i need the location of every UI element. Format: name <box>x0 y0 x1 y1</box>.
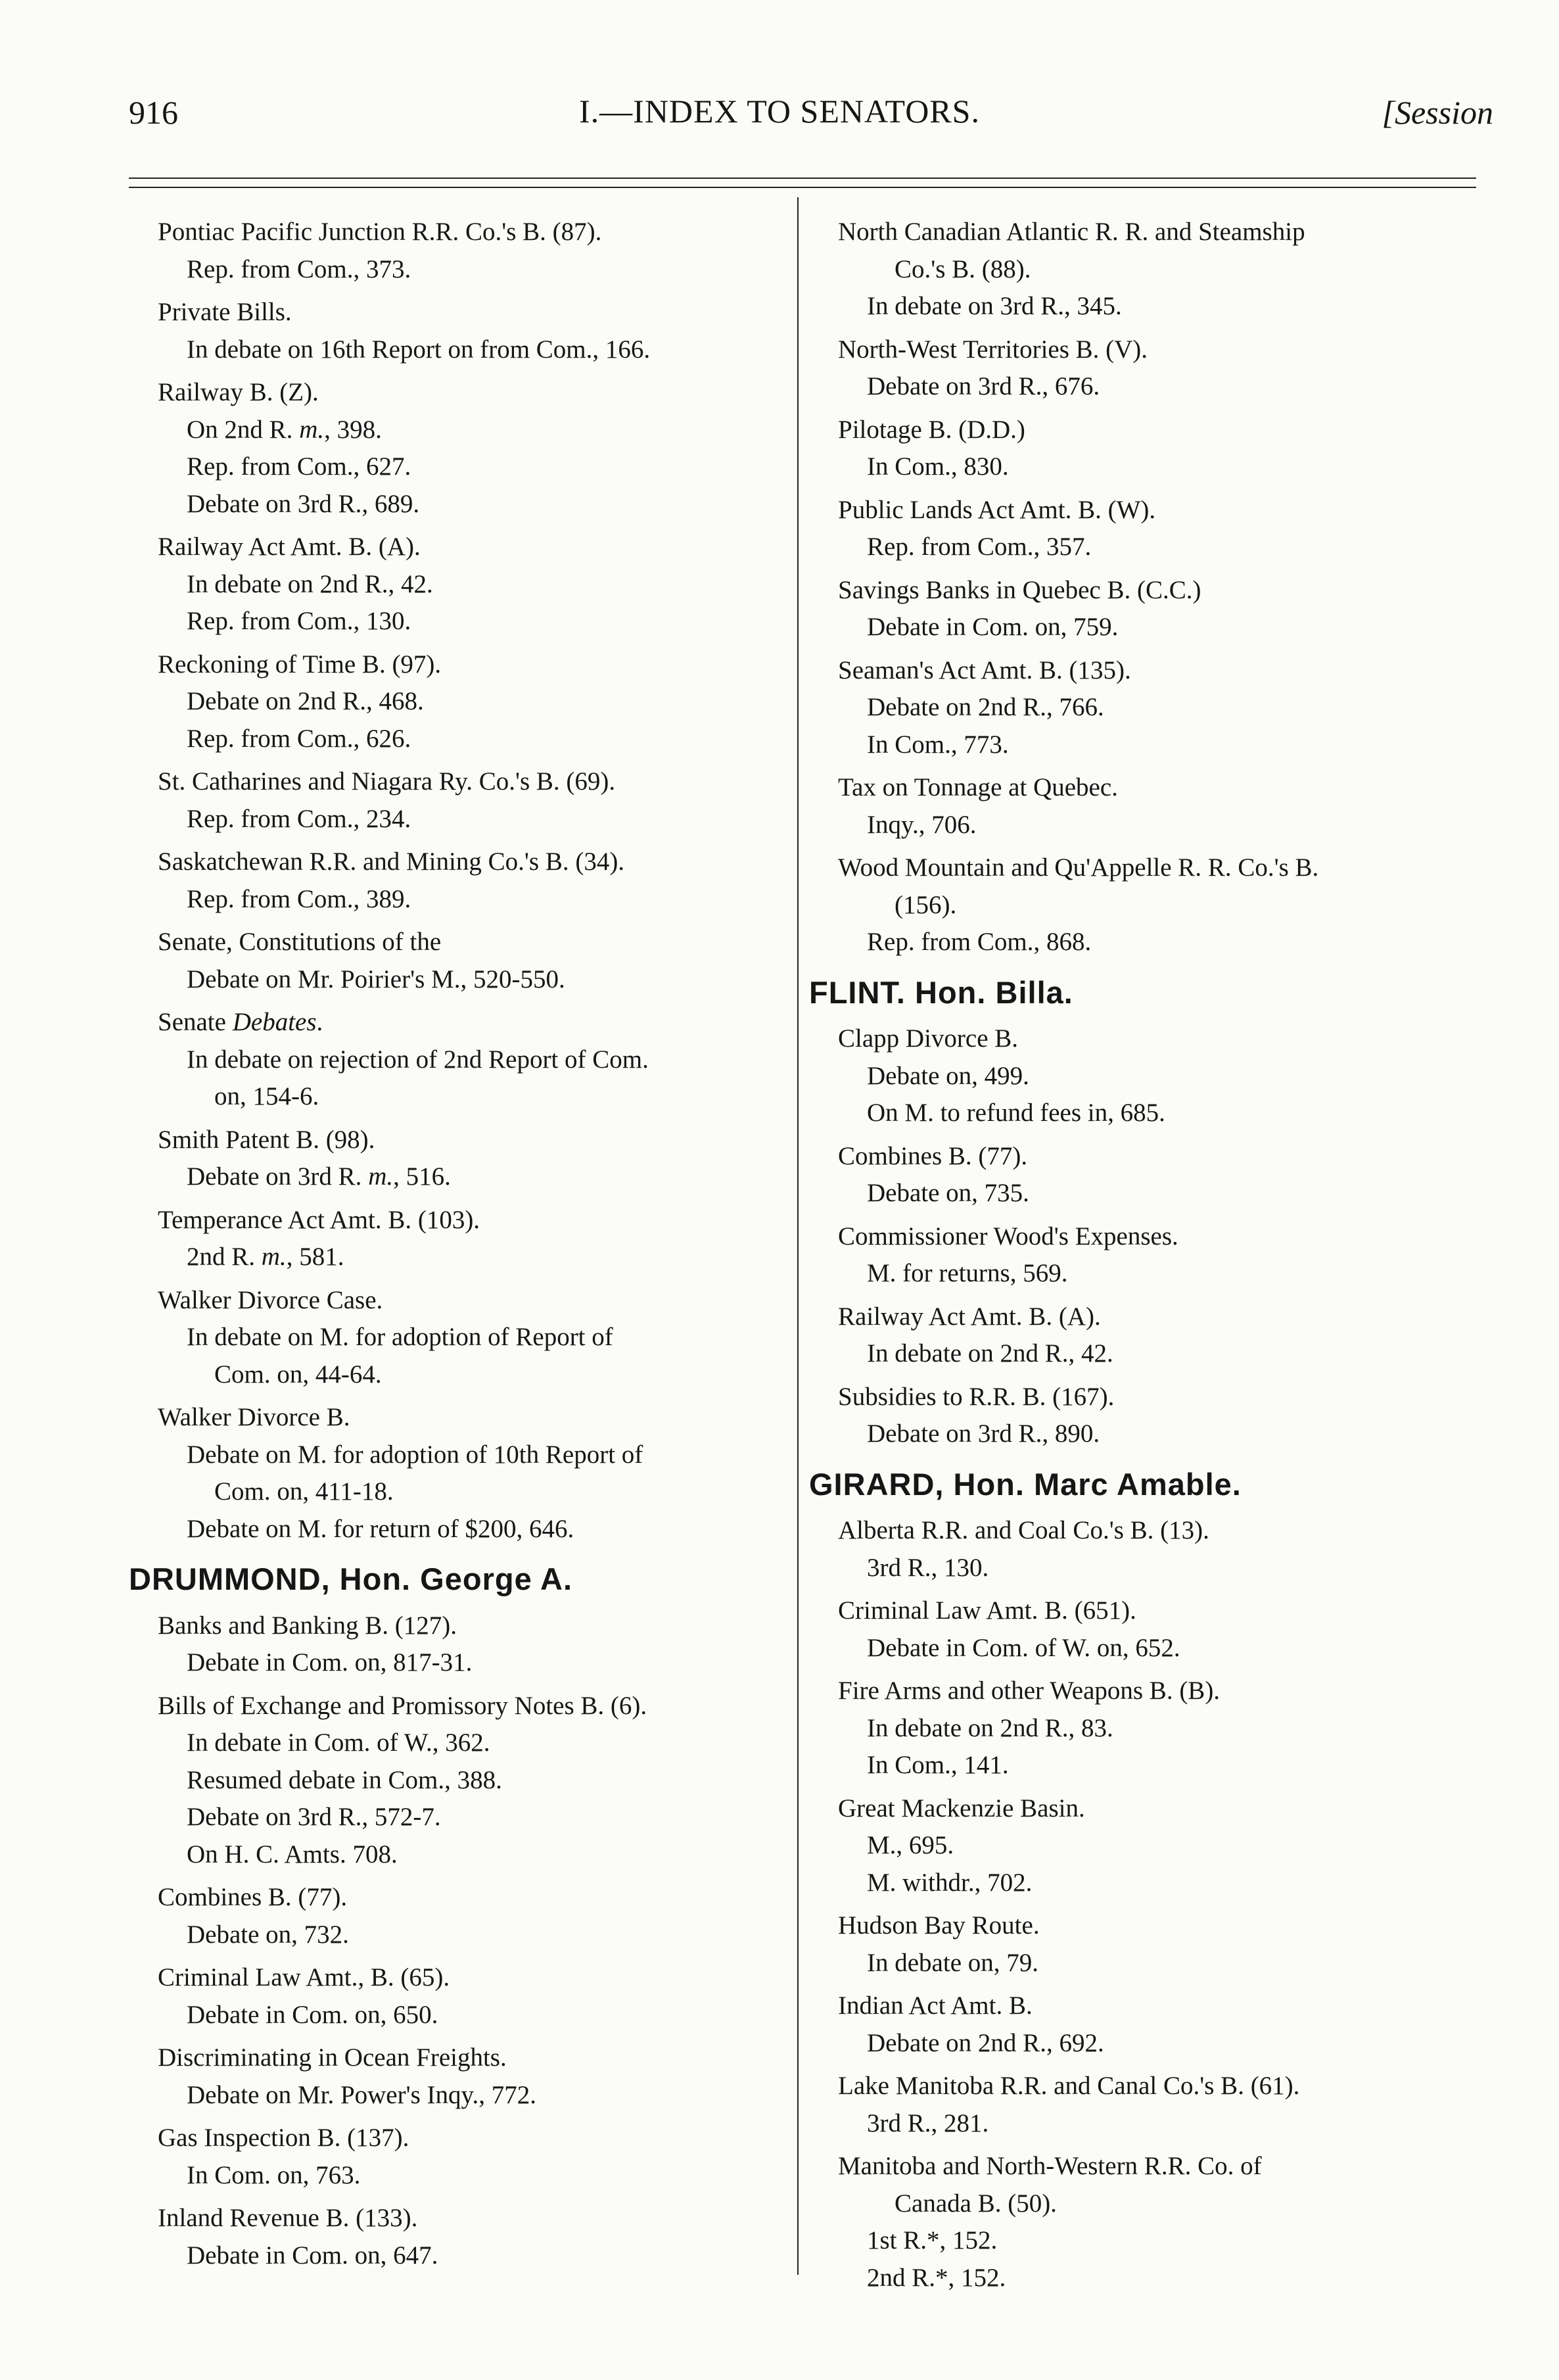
index-entry <box>158 1959 782 2034</box>
entry-title: Criminal Law Amt. B. (651). <box>838 1596 1136 1625</box>
entry-reference: Rep. from Com., 234. <box>187 804 411 833</box>
entry-title: Inland Revenue B. (133). <box>158 2204 418 2232</box>
entry-title: Private Bills. <box>158 298 292 326</box>
entry-title: Subsidies to R.R. B. (167). <box>838 1382 1115 1411</box>
entry-reference: (156). <box>895 890 957 919</box>
index-entry <box>158 646 782 758</box>
entry-title: Railway Act Amt. B. (A). <box>838 1302 1101 1331</box>
entry-title: Manitoba and North-Western R.R. Co. of <box>838 2152 1262 2180</box>
entry-title: Clapp Divorce B. <box>838 1024 1019 1053</box>
entry-title: Banks and Banking B. (127). <box>158 1611 457 1640</box>
index-entry <box>158 2200 782 2274</box>
entry-reference: Rep. from Com., 389. <box>187 884 411 913</box>
index-entry <box>158 374 782 523</box>
entry-reference: 3rd R., 281. <box>867 2108 989 2137</box>
index-entry <box>158 1688 782 1874</box>
entry-title: Discriminating in Ocean Freights. <box>158 2043 507 2072</box>
entry-title: Public Lands Act Amt. B. (W). <box>838 495 1156 524</box>
entry-title: Senate Debates. <box>158 1008 323 1036</box>
right-column <box>809 214 1476 2302</box>
index-entry <box>838 1218 1476 1293</box>
entry-reference: Debate on, 499. <box>867 1061 1029 1090</box>
entry-title: Seaman's Act Amt. B. (135). <box>838 655 1131 684</box>
index-entry <box>158 529 782 640</box>
entry-reference: In Com., 830. <box>867 452 1009 481</box>
senator-heading: DRUMMOND, Hon. George A. <box>129 1561 573 1596</box>
index-entry <box>838 1907 1476 1982</box>
index-entry <box>838 652 1476 764</box>
entry-title: Saskatchewan R.R. and Mining Co.'s B. (34). <box>158 847 625 876</box>
entry-title: Pilotage B. (D.D.) <box>838 415 1025 444</box>
index-entry <box>158 2039 782 2114</box>
entry-reference: In debate on rejection of 2nd Report of Com. <box>187 1045 649 1074</box>
entry-title: Combines B. (77). <box>158 1883 348 1911</box>
index-entry <box>838 1298 1476 1373</box>
entry-reference: Debate in Com. on, 650. <box>187 2000 438 2029</box>
entry-title: Railway B. (Z). <box>158 378 319 406</box>
entry-title: Senate, Constitutions of the <box>158 928 442 956</box>
senator-heading: FLINT. Hon. Billa. <box>809 974 1073 1010</box>
entry-reference: Debate on M. for adoption of 10th Report of <box>187 1440 643 1469</box>
index-entry <box>838 1673 1476 1784</box>
index-entry <box>158 1607 782 1682</box>
index-entry <box>158 1122 782 1196</box>
header-rule <box>129 178 1476 179</box>
entry-reference: M. for returns, 569. <box>867 1259 1068 1287</box>
index-entry <box>838 412 1476 486</box>
entry-title: Gas Inspection B. (137). <box>158 2124 409 2152</box>
entry-reference: Com. on, 44-64. <box>214 1360 382 1389</box>
entry-reference: Debate on 3rd R. m., 516. <box>187 1162 451 1191</box>
index-entry <box>158 924 782 998</box>
entry-reference: In debate on 2nd R., 42. <box>187 569 433 598</box>
entry-title: Railway Act Amt. B. (A). <box>158 533 421 561</box>
index-entry <box>838 2148 1476 2297</box>
entry-title: Walker Divorce B. <box>158 1403 350 1431</box>
entry-reference: M., 695. <box>867 1831 954 1859</box>
index-entry <box>838 214 1476 325</box>
entry-title: Indian Act Amt. B. <box>838 1991 1033 2020</box>
entry-reference: Debate on 3rd R., 676. <box>867 372 1100 400</box>
entry-reference: Debate in Com. on, 759. <box>867 613 1119 641</box>
index-entry <box>838 849 1476 961</box>
left-column <box>129 214 782 2280</box>
index-entry <box>838 1592 1476 1667</box>
entry-title: St. Catharines and Niagara Ry. Co.'s B. (69). <box>158 767 616 796</box>
entry-title: Lake Manitoba R.R. and Canal Co.'s B. (61). <box>838 2072 1300 2100</box>
entry-title: Combines B. (77). <box>838 1141 1028 1170</box>
entry-reference: Canada B. (50). <box>895 2189 1057 2218</box>
entry-reference: Debate in Com. on, 647. <box>187 2241 438 2270</box>
entry-reference: In Com., 141. <box>867 1751 1009 1779</box>
entry-reference: Resumed debate in Com., 388. <box>187 1765 502 1794</box>
entry-reference: Debate on 3rd R., 572-7. <box>187 1803 441 1831</box>
entry-reference: Debate on 3rd R., 890. <box>867 1419 1100 1448</box>
index-entry <box>838 1987 1476 2062</box>
entry-reference: In debate on 2nd R., 42. <box>867 1339 1113 1368</box>
entry-title: Great Mackenzie Basin. <box>838 1794 1085 1822</box>
index-entry <box>158 844 782 918</box>
entry-reference: 1st R.*, 152. <box>867 2226 998 2254</box>
index-entry <box>158 1202 782 1276</box>
entry-reference: In Com., 773. <box>867 730 1009 759</box>
entry-title: Fire Arms and other Weapons B. (B). <box>838 1677 1221 1705</box>
index-entry <box>838 1020 1476 1132</box>
entry-title: Alberta R.R. and Coal Co.'s B. (13). <box>838 1516 1209 1544</box>
entry-reference: Debate on 2nd R., 766. <box>867 693 1104 721</box>
index-entry <box>158 2120 782 2194</box>
running-title: I.—INDEX TO SENATORS. <box>579 93 980 130</box>
column-divider <box>797 197 799 2275</box>
entry-reference: Rep. from Com., 868. <box>867 928 1092 956</box>
entry-reference: M. withdr., 702. <box>867 1868 1033 1897</box>
index-entry <box>838 769 1476 844</box>
entry-title: North Canadian Atlantic R. R. and Steamship <box>838 218 1305 246</box>
entry-reference: Debate in Com. of W. on, 652. <box>867 1633 1180 1662</box>
entry-title: Criminal Law Amt., B. (65). <box>158 1963 450 1991</box>
entry-title: Pontiac Pacific Junction R.R. Co.'s B. (87). <box>158 218 602 246</box>
entry-reference: Inqy., 706. <box>867 810 977 839</box>
entry-title: Tax on Tonnage at Quebec. <box>838 773 1118 801</box>
entry-title: Bills of Exchange and Promissory Notes B. (6). <box>158 1691 647 1720</box>
entry-reference: Rep. from Com., 357. <box>867 533 1092 561</box>
index-entry <box>838 1379 1476 1453</box>
entry-title: Reckoning of Time B. (97). <box>158 650 442 678</box>
entry-reference: Debate on 2nd R., 468. <box>187 687 424 715</box>
entry-reference: Debate on 3rd R., 689. <box>187 489 420 518</box>
entry-reference: Debate on, 735. <box>867 1179 1029 1207</box>
entry-title: Savings Banks in Quebec B. (C.C.) <box>838 575 1201 604</box>
index-entry <box>158 763 782 838</box>
index-entry <box>838 492 1476 566</box>
entry-reference: on, 154-6. <box>214 1082 319 1110</box>
entry-reference: In debate on 16th Report on from Com., 166. <box>187 335 651 364</box>
entry-reference: In debate in Com. of W., 362. <box>187 1728 490 1757</box>
index-entry <box>158 1282 782 1394</box>
entry-title: Commissioner Wood's Expenses. <box>838 1222 1178 1250</box>
entry-reference: On M. to refund fees in, 685. <box>867 1099 1165 1127</box>
index-entry <box>838 331 1476 406</box>
page-number: 916 <box>129 94 178 131</box>
entry-reference: Rep. from Com., 373. <box>187 254 411 283</box>
entry-reference: Debate in Com. on, 817-31. <box>187 1648 473 1677</box>
entry-reference: In debate on, 79. <box>867 1948 1039 1977</box>
entry-reference: 2nd R.*, 152. <box>867 2263 1006 2292</box>
entry-reference: 2nd R. m., 581. <box>187 1243 344 1271</box>
index-entry <box>158 294 782 368</box>
session-label: [Session <box>1382 94 1493 131</box>
entry-reference: Rep. from Com., 130. <box>187 607 411 635</box>
senator-heading: GIRARD, Hon. Marc Amable. <box>809 1466 1242 1502</box>
entry-reference: Debate on M. for return of $200, 646. <box>187 1514 574 1543</box>
entry-reference: Rep. from Com., 626. <box>187 724 411 753</box>
entry-reference: On H. C. Amts. 708. <box>187 1840 398 1868</box>
index-entry <box>158 1004 782 1116</box>
header-rule-lower <box>129 187 1476 188</box>
entry-reference: Debate on 2nd R., 692. <box>867 2028 1104 2057</box>
entry-reference: In debate on M. for adoption of Report of <box>187 1323 613 1351</box>
entry-reference: On 2nd R. m., 398. <box>187 415 382 444</box>
index-entry <box>158 1399 782 1548</box>
entry-title: Smith Patent B. (98). <box>158 1125 375 1154</box>
entry-title: Walker Divorce Case. <box>158 1285 383 1314</box>
index-entry <box>838 1512 1476 1586</box>
entry-reference: In Com. on, 763. <box>187 2160 361 2189</box>
entry-reference: Debate on, 732. <box>187 1920 349 1949</box>
index-entry <box>838 572 1476 646</box>
entry-title: Hudson Bay Route. <box>838 1911 1040 1940</box>
entry-reference: Debate on Mr. Poirier's M., 520-550. <box>187 964 565 993</box>
entry-title: Wood Mountain and Qu'Appelle R. R. Co.'s B. <box>838 853 1319 882</box>
index-entry <box>158 214 782 288</box>
entry-reference: 3rd R., 130. <box>867 1553 989 1582</box>
entry-reference: Com. on, 411-18. <box>214 1477 394 1506</box>
entry-reference: In debate on 3rd R., 345. <box>867 292 1122 320</box>
entry-title: Temperance Act Amt. B. (103). <box>158 1205 480 1234</box>
entry-reference: Co.'s B. (88). <box>895 254 1031 283</box>
entry-reference: In debate on 2nd R., 83. <box>867 1713 1113 1742</box>
index-entry <box>158 1879 782 1953</box>
index-entry <box>838 1138 1476 1212</box>
index-entry <box>838 1790 1476 1902</box>
entry-reference: Debate on Mr. Power's Inqy., 772. <box>187 2080 537 2109</box>
entry-reference: Rep. from Com., 627. <box>187 452 411 481</box>
index-entry <box>838 2068 1476 2142</box>
entry-title: North-West Territories B. (V). <box>838 335 1148 364</box>
